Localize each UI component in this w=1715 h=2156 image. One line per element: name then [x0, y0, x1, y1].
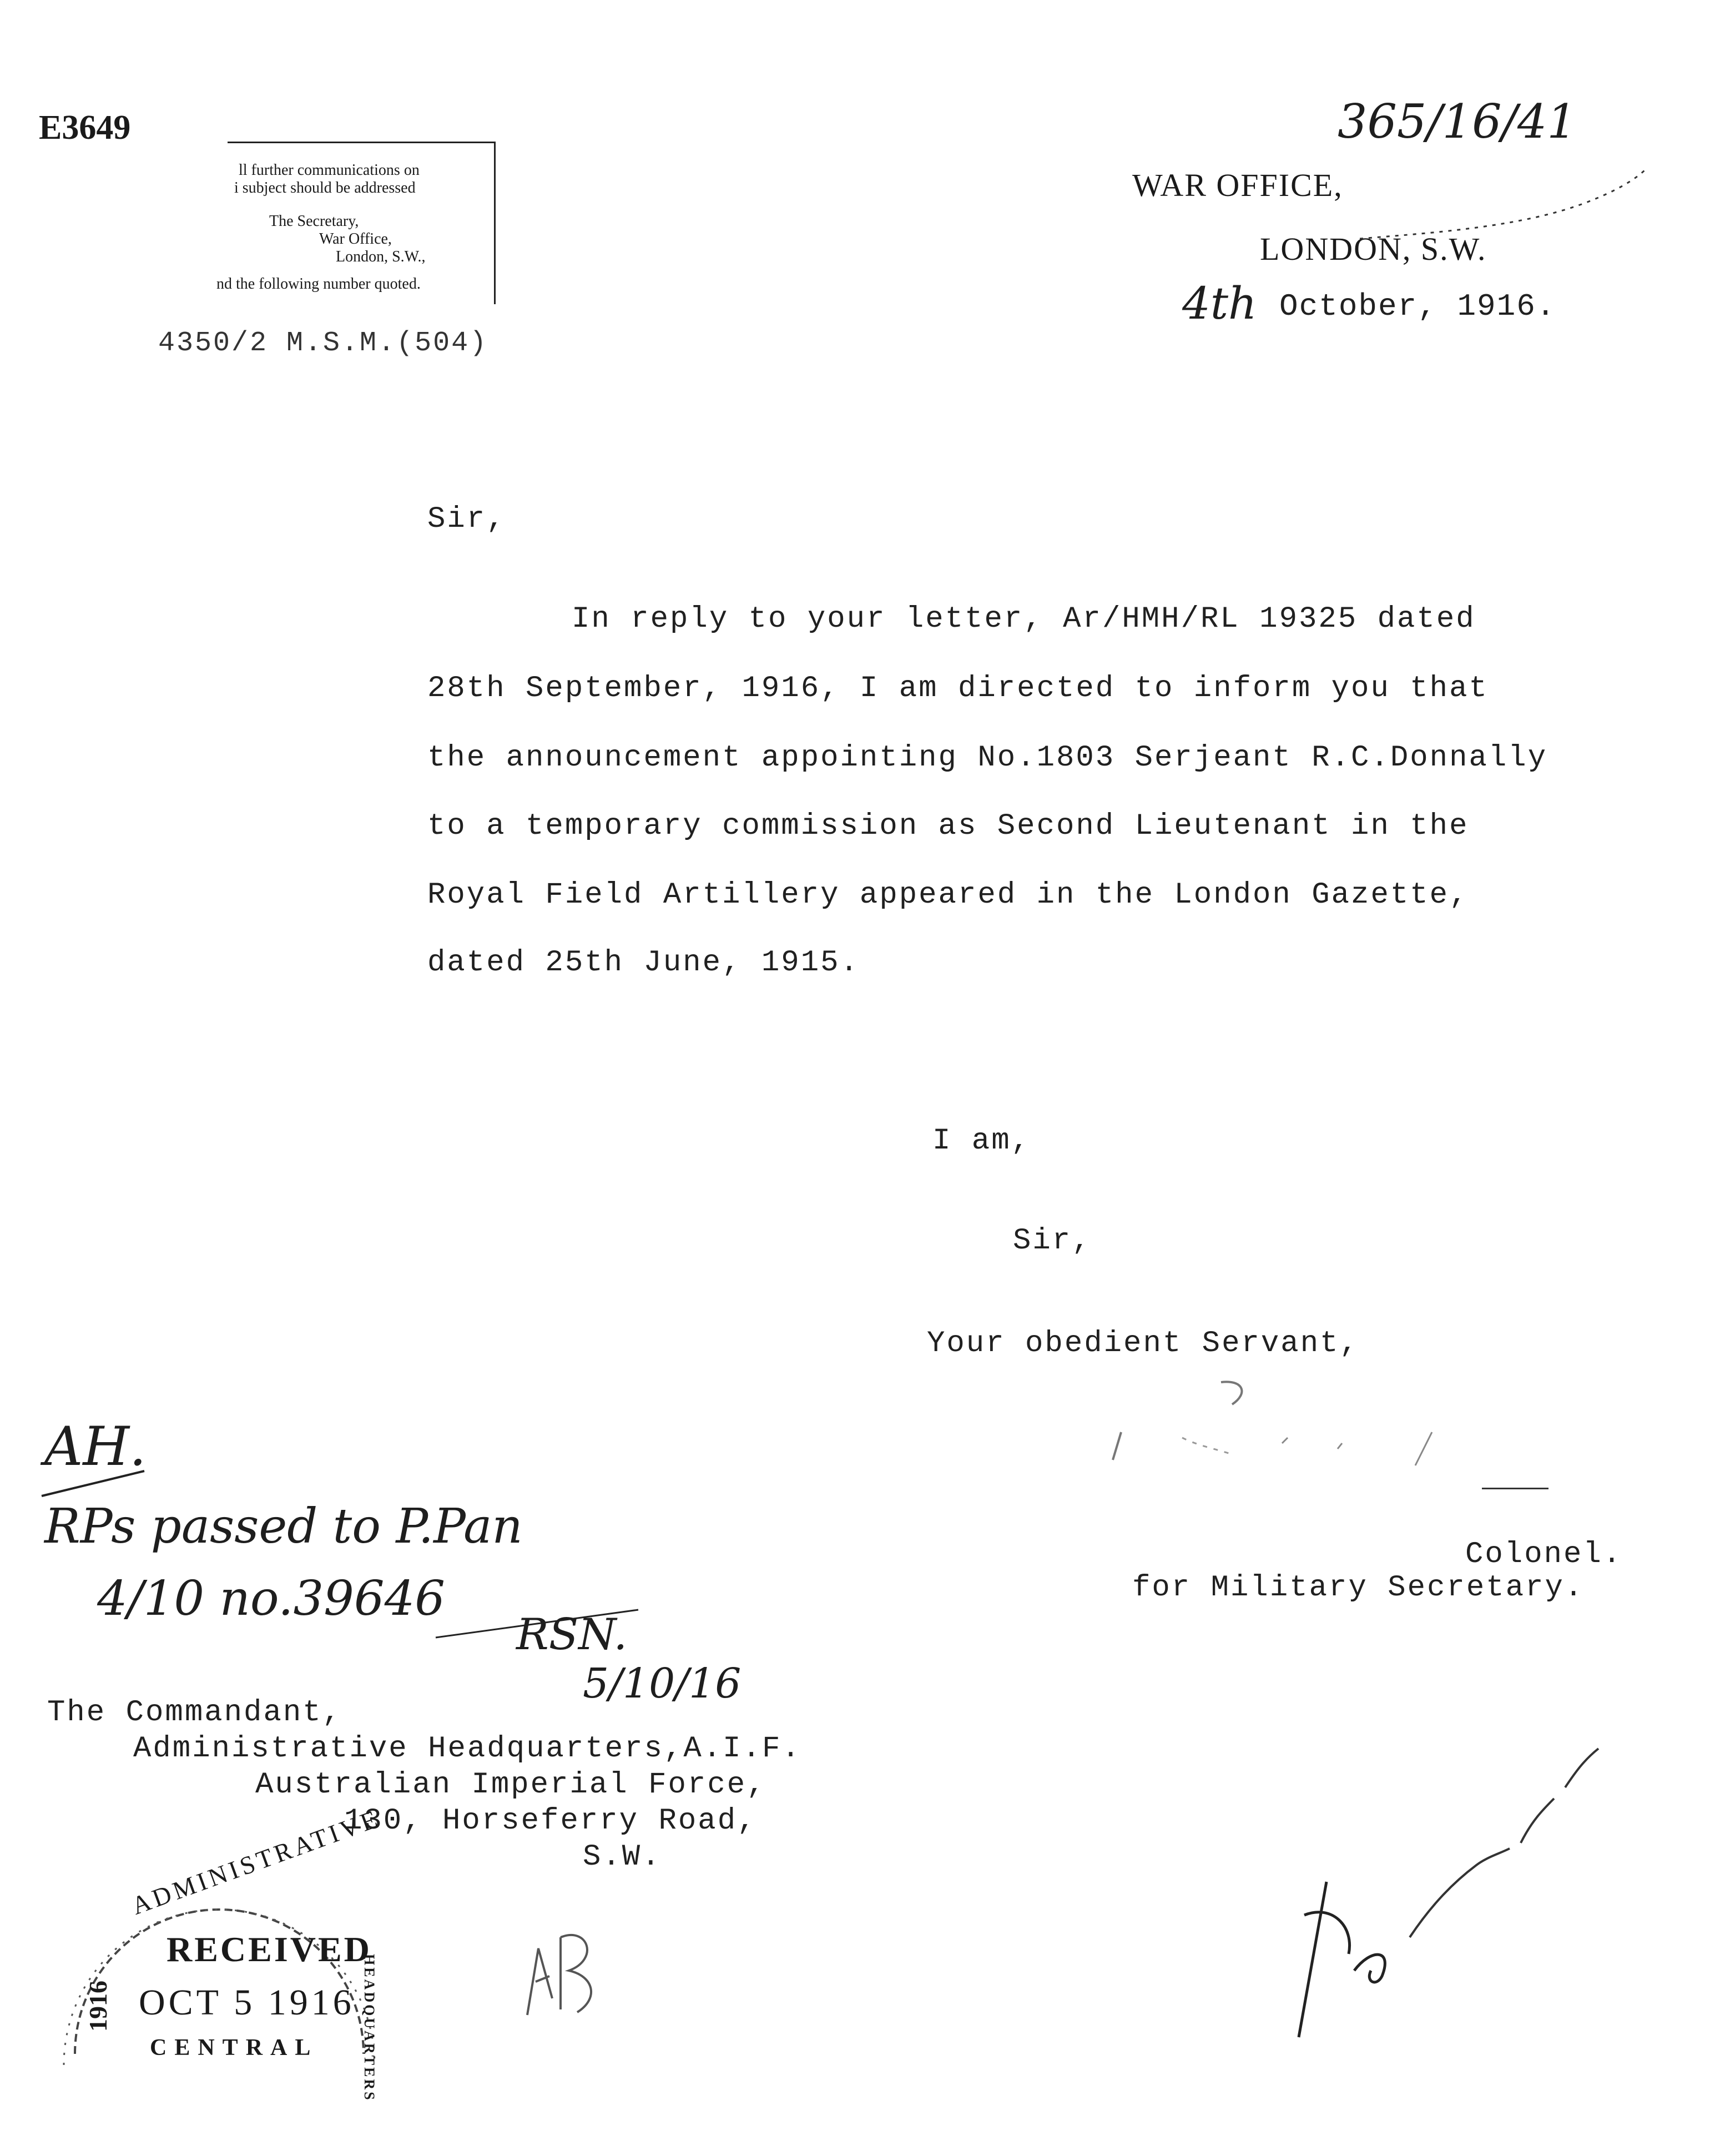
letter-date: October, 1916.: [1279, 289, 1556, 324]
body-line: Royal Field Artillery appeared in the London Gazette,: [427, 878, 1469, 912]
annotation-line: RPs passed to P.Pan: [44, 1499, 523, 1554]
body-line: to a temporary commission as Second Lieutenant in the: [427, 809, 1469, 843]
stamp-arc-top: ADMINISTRATIVE: [128, 1804, 384, 1920]
reference-number: 4350/2 M.S.M.(504): [158, 328, 488, 359]
addressee-line: Australian Imperial Force,: [255, 1768, 766, 1802]
address-box-line: nd the following number quoted.: [216, 275, 421, 293]
handwritten-initials-icon: [516, 1915, 627, 2021]
signature-icon: [1104, 1371, 1504, 1499]
address-box-line: London, S.W.,: [336, 248, 426, 265]
signature-for: for Military Secretary.: [1132, 1571, 1585, 1605]
body-line: In reply to your letter, Ar/HMH/RL 19325 dated: [572, 602, 1476, 636]
stamp-side-left: 1916: [84, 1981, 112, 2032]
pen-flourish-icon: [1360, 167, 1648, 244]
body-line: the announcement appointing No.1803 Serjeant R.C.Donnally: [427, 741, 1548, 775]
addressee-line: 130, Horseferry Road,: [344, 1804, 757, 1838]
stamp-date: OCT 5 1916: [139, 1982, 355, 2023]
file-number: E3649: [39, 109, 131, 147]
stamp-received: RECEIVED: [167, 1930, 372, 1969]
closing-line: I am,: [932, 1124, 1031, 1158]
address-box-line: War Office,: [319, 230, 392, 248]
annotation-date: 5/10/16: [583, 1660, 742, 1707]
address-box-line: The Secretary,: [269, 213, 359, 230]
handwritten-signature-icon: [1265, 1737, 1610, 2048]
handwritten-day: 4th: [1182, 278, 1257, 329]
signature-rule: [1482, 1488, 1548, 1489]
addressee-line: Administrative Headquarters,A.I.F.: [133, 1732, 801, 1766]
handwritten-file-number: 365/16/41: [1338, 94, 1577, 149]
signature-title: Colonel.: [1465, 1538, 1623, 1571]
office-heading: WAR OFFICE,: [1132, 167, 1343, 203]
address-box-line: ll further communications on: [239, 162, 420, 179]
addressee-line: S.W.: [583, 1840, 662, 1874]
salutation: Sir,: [427, 502, 506, 536]
closing-line: Your obedient Servant,: [927, 1327, 1359, 1361]
annotation-line: 4/10 no.39646: [97, 1571, 446, 1626]
annotation-initials: AH.: [44, 1415, 147, 1478]
body-line: dated 25th June, 1915.: [427, 946, 860, 980]
annotation-initials-2: RSN.: [516, 1610, 628, 1660]
addressee-line: The Commandant,: [47, 1696, 342, 1730]
city-heading: LONDON, S.W.: [1260, 231, 1487, 267]
address-box-line: i subject should be addressed: [234, 179, 416, 197]
annotation-underline-icon: [39, 1465, 150, 1499]
stamp-arc-bottom: CENTRAL: [150, 2035, 319, 2061]
stamp-side-right: HEADQUARTERS: [361, 1954, 377, 2102]
body-line: 28th September, 1916, I am directed to inform you that: [427, 672, 1489, 706]
closing-line: Sir,: [1013, 1224, 1092, 1258]
